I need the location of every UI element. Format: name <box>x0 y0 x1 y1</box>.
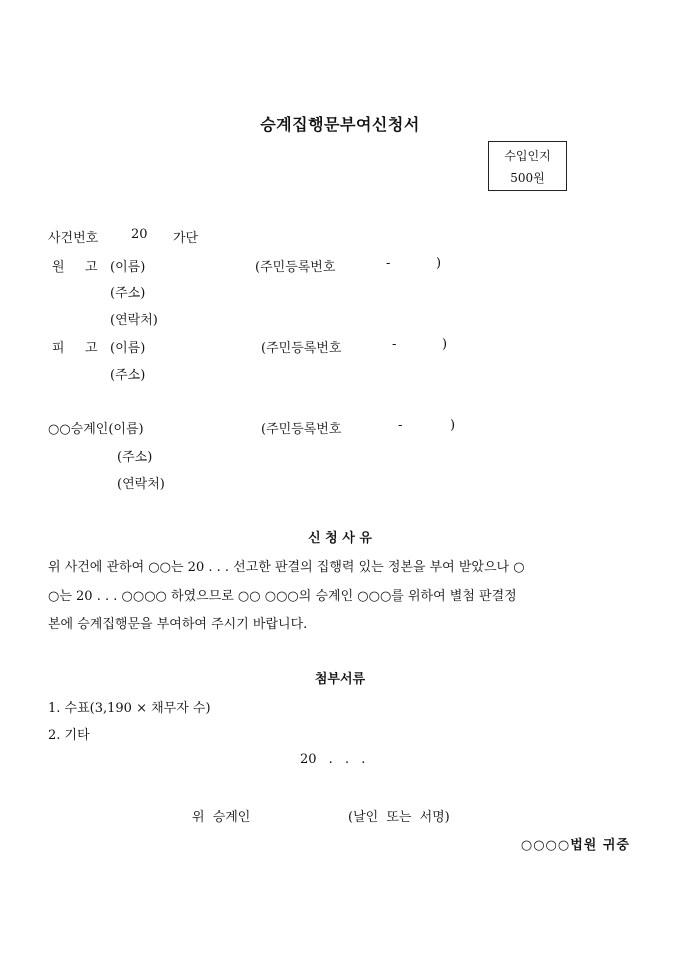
signature-note: (날인 또는 서명) <box>348 810 450 825</box>
plaintiff-reg-dash: - <box>386 256 391 271</box>
plaintiff-contact-label: (연락처) <box>110 313 158 328</box>
court-addressee: ○○○○법원 귀중 <box>520 838 630 853</box>
defendant-address-label: (주소) <box>110 368 146 383</box>
plaintiff-name-label: (이름) <box>110 260 146 275</box>
defendant-name-label: (이름) <box>110 341 146 356</box>
defendant-reg-label: (주민등록번호 <box>261 341 342 356</box>
successor-name-label: ○○승계인(이름) <box>48 422 144 437</box>
case-year: 20 <box>131 227 148 242</box>
successor-reg-label: (주민등록번호 <box>261 422 342 437</box>
reason-heading: 신 청 사 유 <box>308 531 372 546</box>
successor-reg-dash: - <box>398 418 403 433</box>
reason-line-3: 본에 승계집행문을 부여하여 주시기 바랍니다. <box>48 617 308 632</box>
successor-address-label: (주소) <box>117 450 153 465</box>
case-number-label: 사건번호 <box>48 231 99 246</box>
reason-line-2: ○는 20 . . . ○○○○ 하였으므로 ○○ ○○○의 승계인 ○○○를 위하여 별첨 판결정 <box>48 589 517 604</box>
attachment-item-2: 2. 기타 <box>48 728 90 743</box>
stamp-amount: 500원 <box>510 171 545 185</box>
successor-reg-close: ) <box>450 418 456 433</box>
defendant-reg-dash: - <box>392 337 397 352</box>
stamp-label: 수입인지 <box>504 149 551 163</box>
plaintiff-reg-label: (주민등록번호 <box>255 260 336 275</box>
defendant-label-b: 고 <box>85 341 98 356</box>
application-date: 20 . . . <box>300 752 366 767</box>
plaintiff-reg-close: ) <box>436 256 442 271</box>
signature-label: 위 승계인 <box>192 810 251 825</box>
attachments-heading: 첨부서류 <box>314 672 366 687</box>
successor-contact-label: (연락처) <box>117 477 165 492</box>
plaintiff-label-b: 고 <box>85 260 98 275</box>
plaintiff-label-a: 원 <box>52 260 65 275</box>
defendant-label-a: 피 <box>52 341 65 356</box>
revenue-stamp-box <box>488 141 567 191</box>
plaintiff-address-label: (주소) <box>110 286 146 301</box>
defendant-reg-close: ) <box>442 337 448 352</box>
case-type: 가단 <box>173 231 199 246</box>
document-title: 승계집행문부여신청서 <box>260 115 420 134</box>
reason-line-1: 위 사건에 관하여 ○○는 20 . . . 선고한 판결의 집행력 있는 정본을 부여 받았으나 ○ <box>48 560 525 575</box>
attachment-item-1: 1. 수표(3,190 × 채무자 수) <box>48 701 211 716</box>
